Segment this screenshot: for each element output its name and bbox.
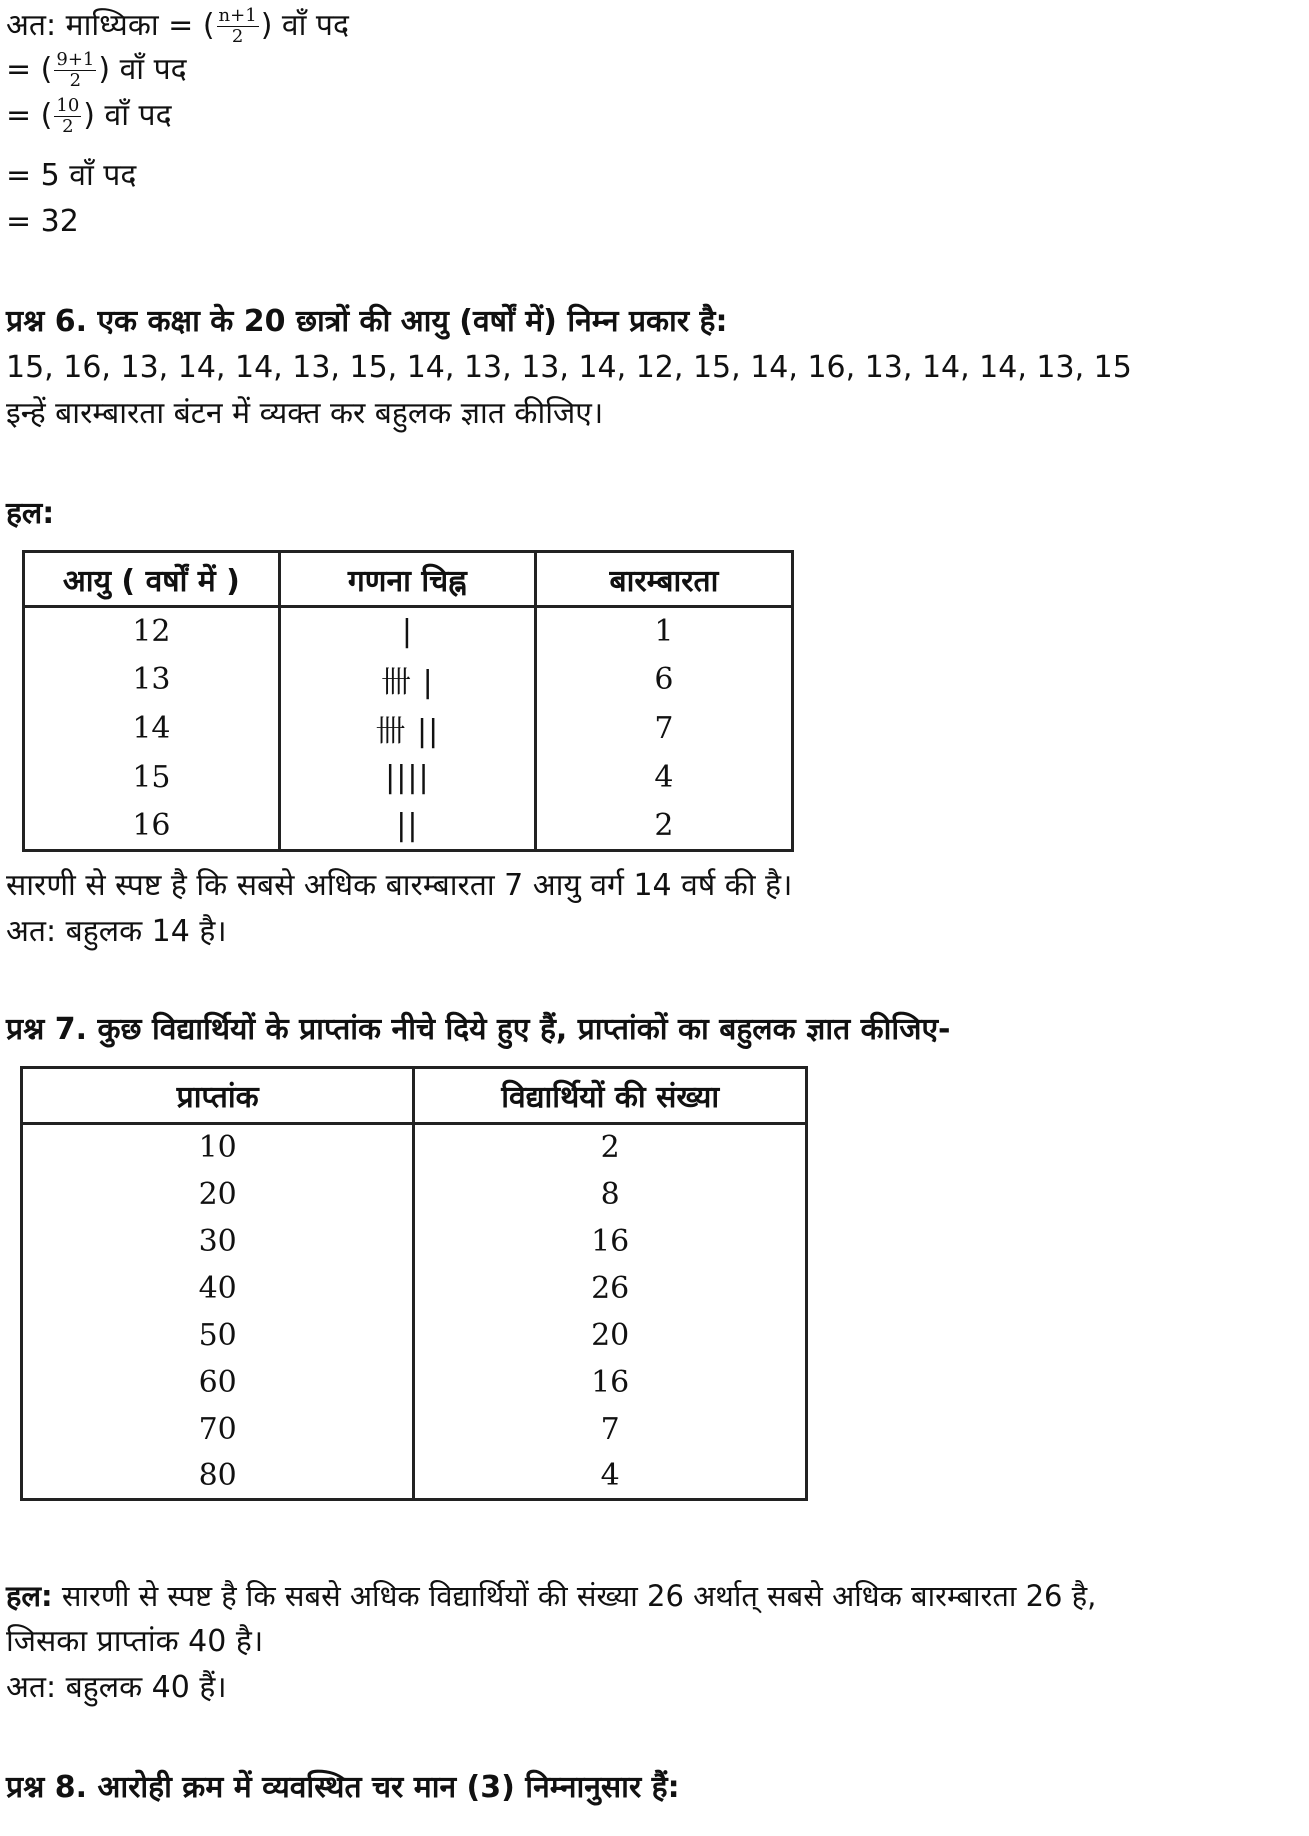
count-cell: 16 bbox=[414, 1218, 807, 1265]
table-row bbox=[22, 1171, 807, 1218]
frequency-cell: 4 bbox=[535, 753, 792, 802]
q7-solution-text: सारणी से स्पष्ट है कि सबसे अधिक विद्यार्थियों की संख्या 26 अर्थात् सबसे अधिक बारम्बारता 26 है, bbox=[52, 1579, 1097, 1613]
q6-frequency-table bbox=[22, 550, 794, 852]
q6-instruction: इन्हें बारम्बारता बंटन में व्यक्त कर बहुलक ज्ञात कीजिए। bbox=[6, 396, 604, 431]
q7-conclusion: अत: बहुलक 40 हैं। bbox=[6, 1670, 227, 1705]
q7-heading: प्रश्न 7. कुछ विद्यार्थियों के प्राप्तांक नीचे दिये हुए हैं, प्राप्तांकों का बहुलक ज्ञात कीजिए- bbox=[6, 1012, 951, 1047]
count-cell: 2 bbox=[414, 1124, 807, 1171]
table-row bbox=[24, 655, 793, 704]
median-step-3-suffix: ) वाँ पद bbox=[83, 98, 172, 133]
median-step-1-prefix: अत: माध्यिका = ( bbox=[6, 8, 215, 43]
q6-data: 15, 16, 13, 14, 14, 13, 15, 14, 13, 13, 14, 12, 15, 14, 16, 13, 14, 14, 13, 15 bbox=[6, 350, 1132, 385]
count-cell: 4 bbox=[414, 1453, 807, 1500]
median-step-2-prefix: = ( bbox=[6, 52, 53, 87]
frequency-cell: 2 bbox=[535, 802, 792, 851]
fraction-numerator: 10 bbox=[56, 95, 80, 116]
marks-cell: 10 bbox=[22, 1124, 414, 1171]
q6-conclusion-2: अत: बहुलक 14 है। bbox=[6, 914, 227, 949]
fraction-denominator: 2 bbox=[231, 26, 244, 47]
table-row bbox=[24, 607, 793, 655]
tally-cell: 卌 || bbox=[279, 704, 535, 753]
tally-cell: || bbox=[279, 802, 535, 851]
q7-solution bbox=[6, 1576, 1096, 1616]
table-row bbox=[24, 704, 793, 753]
count-cell: 26 bbox=[414, 1265, 807, 1312]
frequency-cell: 1 bbox=[535, 607, 792, 655]
header-student-count: विद्यार्थियों की संख्या bbox=[414, 1068, 807, 1124]
fraction-numerator: 9+1 bbox=[56, 49, 95, 70]
fraction-denominator: 2 bbox=[62, 116, 74, 137]
tally-cell: | bbox=[279, 607, 535, 655]
marks-cell: 30 bbox=[22, 1218, 414, 1265]
table-row bbox=[22, 1312, 807, 1359]
marks-cell: 80 bbox=[22, 1453, 414, 1500]
table-row bbox=[22, 1406, 807, 1453]
q6-solution-label: हल: bbox=[6, 496, 55, 531]
frequency-cell: 7 bbox=[535, 704, 792, 753]
count-cell: 7 bbox=[414, 1406, 807, 1453]
q7-solution-line-2: जिसका प्राप्तांक 40 है। bbox=[6, 1624, 264, 1659]
table-row bbox=[22, 1265, 807, 1312]
header-marks: प्राप्तांक bbox=[22, 1068, 414, 1124]
q6-conclusion-1: सारणी से स्पष्ट है कि सबसे अधिक बारम्बारता 7 आयु वर्ग 14 वर्ष की है। bbox=[6, 868, 793, 903]
fraction-denominator: 2 bbox=[69, 70, 82, 91]
q8-heading: प्रश्न 8. आरोही क्रम में व्यवस्थित चर मान (3) निम्नानुसार हैं: bbox=[6, 1770, 680, 1805]
marks-cell: 70 bbox=[22, 1406, 414, 1453]
table-row bbox=[22, 1359, 807, 1406]
median-step-2 bbox=[6, 50, 187, 91]
age-cell: 14 bbox=[24, 704, 280, 753]
table-header-row bbox=[24, 552, 793, 607]
age-cell: 15 bbox=[24, 753, 280, 802]
age-cell: 13 bbox=[24, 655, 280, 704]
table-header-row bbox=[22, 1068, 807, 1124]
fraction-9-plus-1-over-2 bbox=[54, 50, 96, 91]
header-frequency: बारम्बारता bbox=[535, 552, 792, 607]
marks-cell: 40 bbox=[22, 1265, 414, 1312]
marks-cell: 20 bbox=[22, 1171, 414, 1218]
age-cell: 16 bbox=[24, 802, 280, 851]
table-row bbox=[22, 1453, 807, 1500]
tally-cell: 卌 | bbox=[279, 655, 535, 704]
table-row bbox=[24, 802, 793, 851]
table-row bbox=[22, 1218, 807, 1265]
fraction-numerator: n+1 bbox=[218, 5, 257, 26]
median-step-3 bbox=[6, 96, 172, 137]
marks-cell: 50 bbox=[22, 1312, 414, 1359]
count-cell: 16 bbox=[414, 1359, 807, 1406]
count-cell: 8 bbox=[414, 1171, 807, 1218]
median-step-5: = 32 bbox=[6, 204, 79, 239]
median-step-4: = 5 वाँ पद bbox=[6, 158, 137, 193]
fraction-10-over-2 bbox=[54, 96, 81, 137]
frequency-cell: 6 bbox=[535, 655, 792, 704]
q7-marks-table bbox=[20, 1066, 808, 1501]
q7-solution-label: हल: bbox=[6, 1579, 53, 1613]
median-step-1 bbox=[6, 6, 349, 47]
median-step-2-suffix: ) वाँ पद bbox=[98, 52, 187, 87]
header-tally: गणना चिह्न bbox=[279, 552, 535, 607]
count-cell: 20 bbox=[414, 1312, 807, 1359]
fraction-n-plus-1-over-2 bbox=[217, 6, 259, 47]
median-step-3-prefix: = ( bbox=[6, 98, 53, 133]
tally-cell: |||| bbox=[279, 753, 535, 802]
header-age: आयु ( वर्षों में ) bbox=[24, 552, 280, 607]
table-row bbox=[22, 1124, 807, 1171]
marks-cell: 60 bbox=[22, 1359, 414, 1406]
table-row bbox=[24, 753, 793, 802]
age-cell: 12 bbox=[24, 607, 280, 655]
q6-heading: प्रश्न 6. एक कक्षा के 20 छात्रों की आयु (वर्षों में) निम्न प्रकार है: bbox=[6, 304, 728, 339]
median-step-1-suffix: ) वाँ पद bbox=[260, 8, 349, 43]
